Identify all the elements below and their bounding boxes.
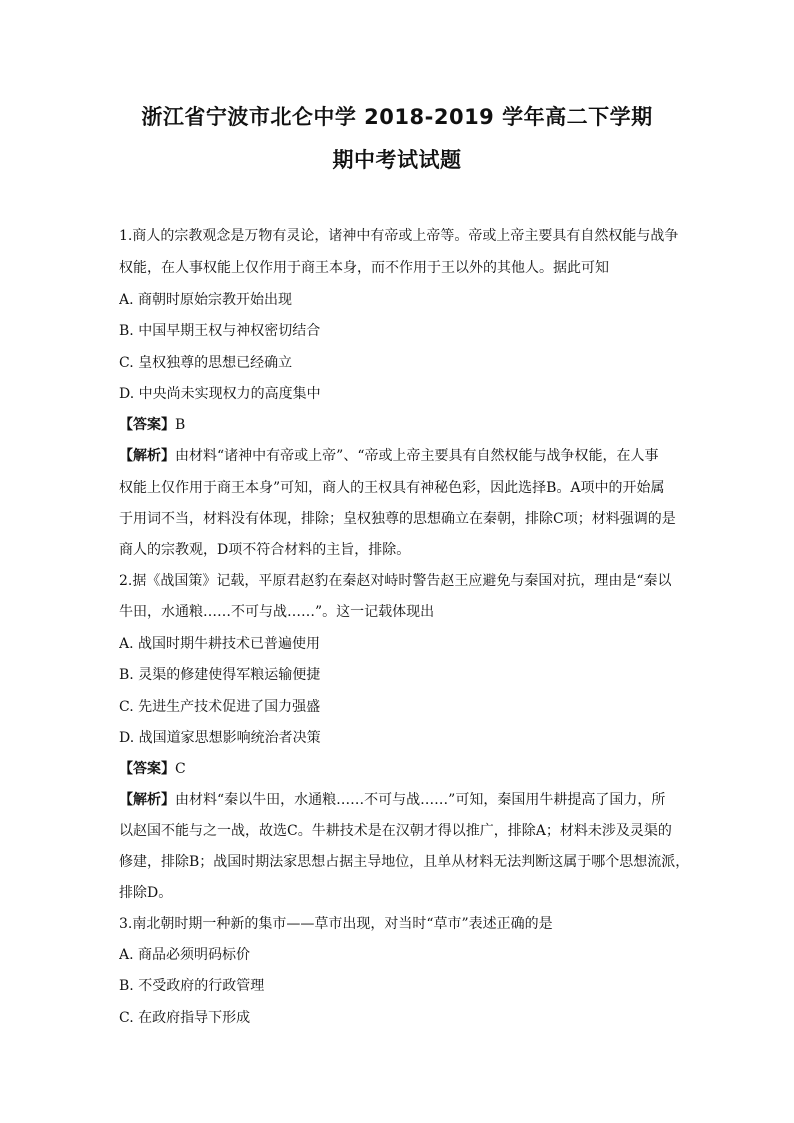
q1-analysis-tag: 【解析】 xyxy=(119,448,175,464)
q2-option-b: B. 灵渠的修建使得军粮运输便捷 xyxy=(119,667,321,683)
q2-stem-line-1: 2.据《战国策》记载，平原君赵豹在秦赵对峙时警告赵王应避免与秦国对抗，理由是“秦以 xyxy=(119,573,672,589)
q1-analysis-text-1: 由材料“诸神中有帝或上帝”、“帝或上帝主要具有自然权能与战争权能，在人事 xyxy=(175,448,659,464)
q1-stem-line-2: 权能，在人事权能上仅作用于商王本身，而不作用于王以外的其他人。据此可知 xyxy=(119,260,609,276)
q3-option-b: B. 不受政府的行政管理 xyxy=(119,978,265,994)
q3-option-c: C. 在政府指导下形成 xyxy=(119,1010,251,1026)
q2-option-c: C. 先进生产技术促进了国力强盛 xyxy=(119,699,321,715)
q2-answer xyxy=(119,759,689,779)
q1-answer xyxy=(119,415,689,435)
q1-option-c: C. 皇权独尊的思想已经确立 xyxy=(119,355,293,371)
q2-analysis-line-4: 排除D。 xyxy=(119,885,173,901)
q1-analysis-line-1 xyxy=(119,446,689,466)
q2-analysis-text-1: 由材料“秦以牛田，水通粮……不可与战……”可知，秦国用牛耕提高了国力，所 xyxy=(175,792,666,808)
q2-analysis-line-1 xyxy=(119,790,689,810)
q1-option-b: B. 中国早期王权与神权密切结合 xyxy=(119,323,321,339)
q3-stem-line-1: 3.南北朝时期一种新的集市——草市出现，对当时“草市”表述正确的是 xyxy=(119,916,553,932)
q1-option-d: D. 中央尚未实现权力的高度集中 xyxy=(119,386,321,402)
q2-stem-line-2: 牛田，水通粮……不可与战……”。这一记载体现出 xyxy=(119,604,435,620)
q1-answer-value: B xyxy=(175,417,186,433)
q2-analysis-tag: 【解析】 xyxy=(119,792,175,808)
q2-analysis-line-2: 以赵国不能与之一战，故选C。牛耕技术是在汉朝才得以推广，排除A；材料未涉及灵渠的 xyxy=(119,823,672,839)
document-title-line-1: 浙江省宁波市北仑中学 2018-2019 学年高二下学期 xyxy=(141,105,653,129)
q2-option-a: A. 战国时期牛耕技术已普遍使用 xyxy=(119,636,321,652)
q1-analysis-line-2: 权能上仅作用于商王本身”可知，商人的王权具有神秘色彩，因此选择B。A项中的开始属 xyxy=(119,480,665,496)
q1-answer-tag: 【答案】 xyxy=(119,417,175,433)
q1-option-a: A. 商朝时原始宗教开始出现 xyxy=(119,292,293,308)
q1-analysis-line-3: 于用词不当，材料没有体现，排除；皇权独尊的思想确立在秦朝，排除C项；材料强调的是 xyxy=(119,511,676,527)
q2-analysis-line-3: 修建，排除B；战国时期法家思想占据主导地位，且单从材料无法判断这属于哪个思想流派， xyxy=(119,854,689,870)
q2-answer-value: C xyxy=(175,761,186,777)
q3-option-a: A. 商品必须明码标价 xyxy=(119,947,251,963)
q1-analysis-line-4: 商人的宗教观，D项不符合材料的主旨，排除。 xyxy=(119,542,411,558)
q2-option-d: D. 战国道家思想影响统治者决策 xyxy=(119,730,321,746)
document-title-line-2: 期中考试试题 xyxy=(332,148,462,172)
q1-stem-line-1: 1.商人的宗教观念是万物有灵论，诸神中有帝或上帝等。帝或上帝主要具有自然权能与战争 xyxy=(119,228,679,244)
q2-answer-tag: 【答案】 xyxy=(119,761,175,777)
